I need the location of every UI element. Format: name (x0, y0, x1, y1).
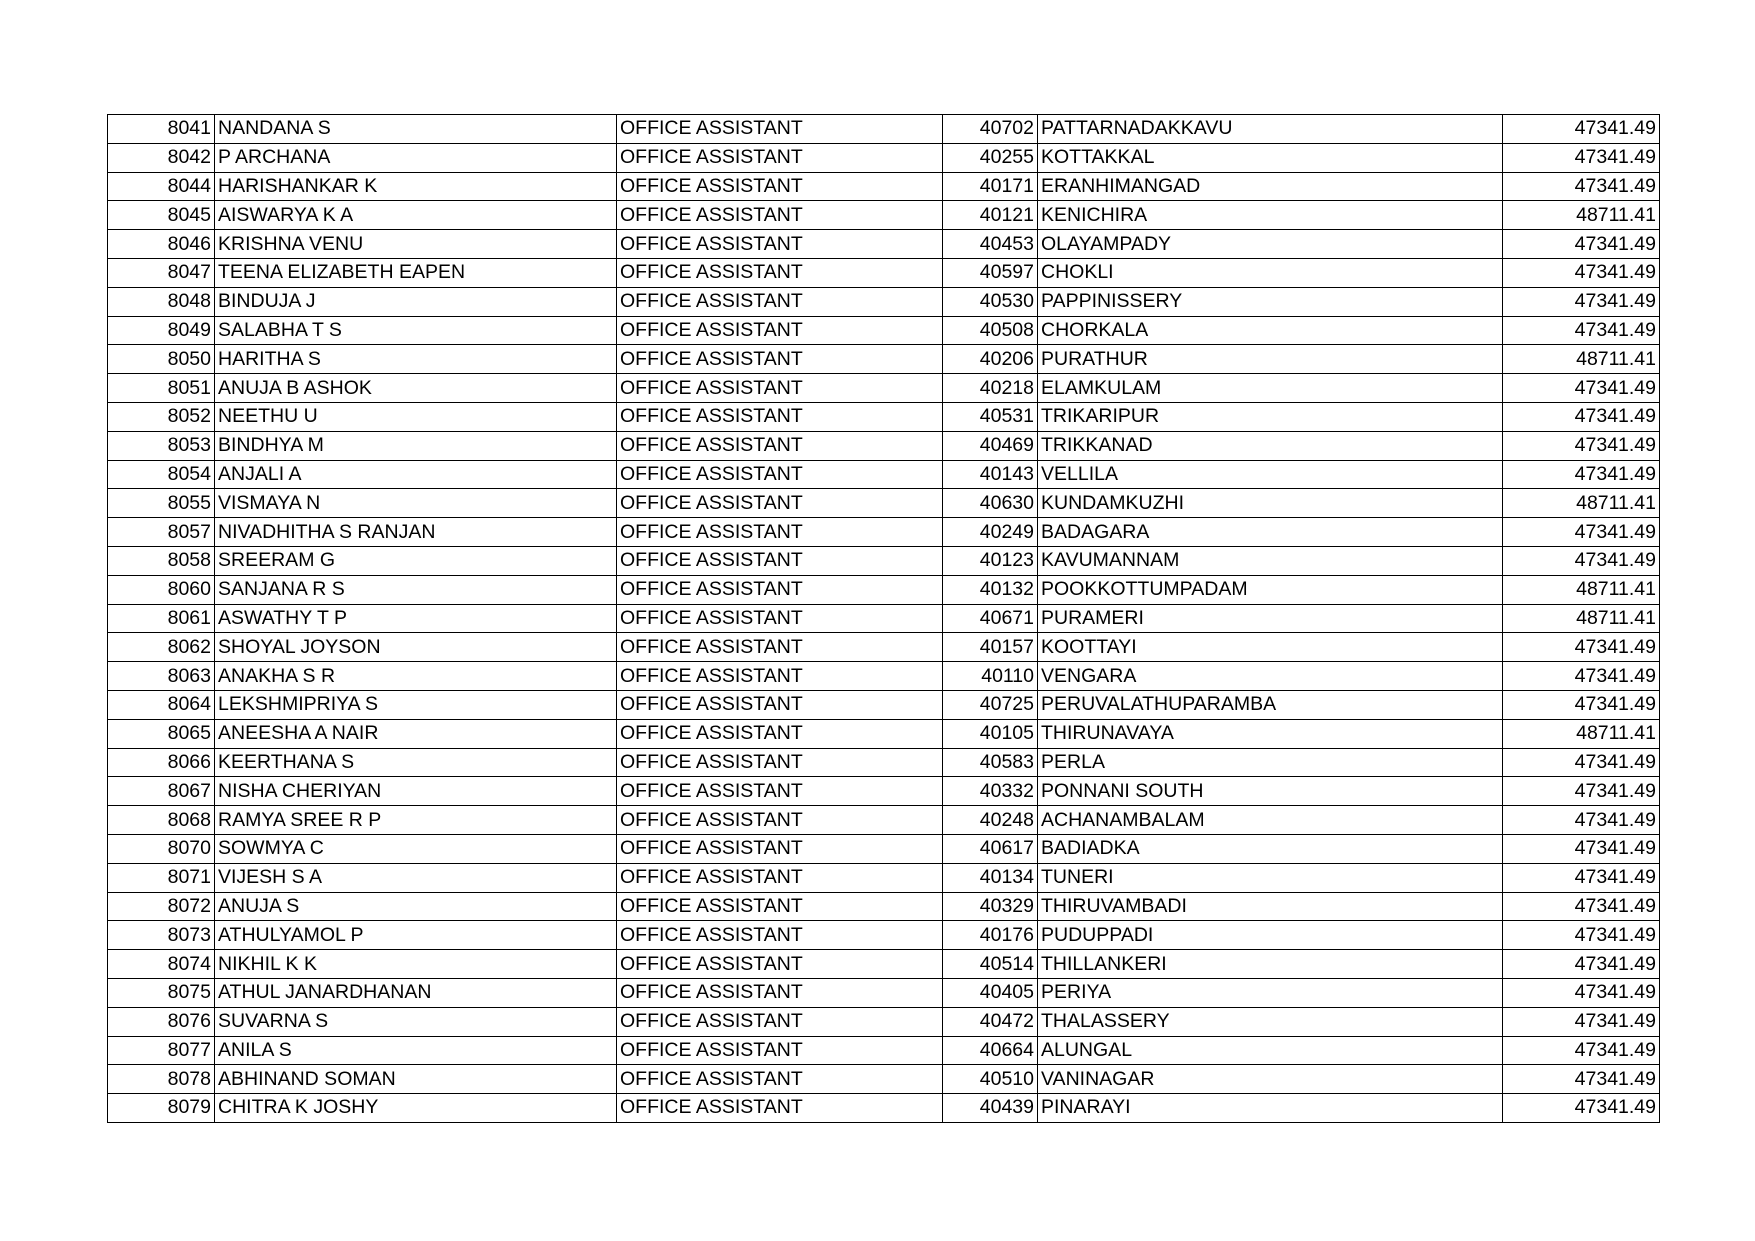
cell-amount: 47341.49 (1503, 633, 1660, 662)
table-row (108, 806, 1660, 835)
cell-code: 40105 (943, 719, 1038, 748)
table-row (108, 172, 1660, 201)
cell-amount: 48711.41 (1503, 604, 1660, 633)
cell-post: OFFICE ASSISTANT (617, 1007, 943, 1036)
cell-name: SREERAM G (215, 546, 617, 575)
cell-id: 8067 (108, 777, 215, 806)
cell-post: OFFICE ASSISTANT (617, 575, 943, 604)
cell-post: OFFICE ASSISTANT (617, 1036, 943, 1065)
table-row (108, 1065, 1660, 1094)
cell-code: 40206 (943, 345, 1038, 374)
cell-amount: 47341.49 (1503, 690, 1660, 719)
table-body (108, 115, 1660, 1123)
cell-amount: 47341.49 (1503, 892, 1660, 921)
cell-amount: 47341.49 (1503, 1065, 1660, 1094)
cell-amount: 47341.49 (1503, 950, 1660, 979)
cell-amount: 47341.49 (1503, 143, 1660, 172)
cell-id: 8077 (108, 1036, 215, 1065)
cell-post: OFFICE ASSISTANT (617, 1065, 943, 1094)
cell-amount: 47341.49 (1503, 115, 1660, 144)
cell-id: 8052 (108, 402, 215, 431)
table-row (108, 777, 1660, 806)
cell-office: PINARAYI (1038, 1094, 1503, 1123)
cell-office: PERUVALATHUPARAMBA (1038, 690, 1503, 719)
table-row (108, 604, 1660, 633)
cell-name: KEERTHANA S (215, 748, 617, 777)
cell-code: 40630 (943, 489, 1038, 518)
table-row (108, 690, 1660, 719)
cell-office: TUNERI (1038, 863, 1503, 892)
cell-id: 8064 (108, 690, 215, 719)
cell-code: 40171 (943, 172, 1038, 201)
cell-id: 8046 (108, 230, 215, 259)
cell-code: 40332 (943, 777, 1038, 806)
cell-id: 8049 (108, 316, 215, 345)
cell-name: CHITRA K JOSHY (215, 1094, 617, 1123)
cell-code: 40514 (943, 950, 1038, 979)
cell-amount: 47341.49 (1503, 777, 1660, 806)
cell-amount: 47341.49 (1503, 402, 1660, 431)
table-row (108, 316, 1660, 345)
cell-office: PURAMERI (1038, 604, 1503, 633)
cell-amount: 47341.49 (1503, 748, 1660, 777)
cell-name: ASWATHY T P (215, 604, 617, 633)
cell-post: OFFICE ASSISTANT (617, 258, 943, 287)
cell-post: OFFICE ASSISTANT (617, 690, 943, 719)
cell-amount: 47341.49 (1503, 374, 1660, 403)
cell-name: SANJANA R S (215, 575, 617, 604)
cell-code: 40725 (943, 690, 1038, 719)
cell-id: 8053 (108, 431, 215, 460)
cell-amount: 47341.49 (1503, 518, 1660, 547)
cell-name: NEETHU U (215, 402, 617, 431)
cell-id: 8061 (108, 604, 215, 633)
cell-amount: 47341.49 (1503, 921, 1660, 950)
cell-id: 8079 (108, 1094, 215, 1123)
cell-office: THIRUNAVAYA (1038, 719, 1503, 748)
cell-name: ANAKHA S R (215, 662, 617, 691)
cell-name: SOWMYA C (215, 834, 617, 863)
cell-name: NIKHIL K K (215, 950, 617, 979)
cell-office: TRIKARIPUR (1038, 402, 1503, 431)
cell-office: ERANHIMANGAD (1038, 172, 1503, 201)
cell-name: SHOYAL JOYSON (215, 633, 617, 662)
cell-code: 40110 (943, 662, 1038, 691)
cell-name: P ARCHANA (215, 143, 617, 172)
cell-id: 8051 (108, 374, 215, 403)
table-row (108, 834, 1660, 863)
cell-post: OFFICE ASSISTANT (617, 489, 943, 518)
cell-name: BINDUJA J (215, 287, 617, 316)
cell-office: KOOTTAYI (1038, 633, 1503, 662)
cell-post: OFFICE ASSISTANT (617, 863, 943, 892)
cell-post: OFFICE ASSISTANT (617, 201, 943, 230)
cell-id: 8057 (108, 518, 215, 547)
cell-amount: 47341.49 (1503, 1007, 1660, 1036)
cell-code: 40664 (943, 1036, 1038, 1065)
cell-post: OFFICE ASSISTANT (617, 834, 943, 863)
cell-post: OFFICE ASSISTANT (617, 546, 943, 575)
cell-id: 8042 (108, 143, 215, 172)
table-row (108, 402, 1660, 431)
cell-office: POOKKOTTUMPADAM (1038, 575, 1503, 604)
cell-id: 8054 (108, 460, 215, 489)
cell-code: 40531 (943, 402, 1038, 431)
cell-amount: 48711.41 (1503, 345, 1660, 374)
table-row (108, 546, 1660, 575)
cell-amount: 47341.49 (1503, 662, 1660, 691)
cell-post: OFFICE ASSISTANT (617, 172, 943, 201)
cell-amount: 47341.49 (1503, 230, 1660, 259)
cell-post: OFFICE ASSISTANT (617, 287, 943, 316)
table-row (108, 921, 1660, 950)
cell-id: 8047 (108, 258, 215, 287)
cell-code: 40123 (943, 546, 1038, 575)
cell-id: 8055 (108, 489, 215, 518)
table-row (108, 575, 1660, 604)
cell-post: OFFICE ASSISTANT (617, 230, 943, 259)
cell-name: ANJALI A (215, 460, 617, 489)
table-row (108, 287, 1660, 316)
cell-id: 8060 (108, 575, 215, 604)
cell-id: 8062 (108, 633, 215, 662)
cell-code: 40329 (943, 892, 1038, 921)
cell-name: BINDHYA M (215, 431, 617, 460)
cell-post: OFFICE ASSISTANT (617, 892, 943, 921)
cell-code: 40472 (943, 1007, 1038, 1036)
table-row (108, 1094, 1660, 1123)
cell-name: ANUJA B ASHOK (215, 374, 617, 403)
cell-name: ANILA S (215, 1036, 617, 1065)
table-row (108, 258, 1660, 287)
table-row (108, 431, 1660, 460)
cell-office: PONNANI SOUTH (1038, 777, 1503, 806)
cell-office: THIRUVAMBADI (1038, 892, 1503, 921)
table-row (108, 460, 1660, 489)
cell-amount: 47341.49 (1503, 978, 1660, 1007)
cell-code: 40132 (943, 575, 1038, 604)
cell-code: 40530 (943, 287, 1038, 316)
cell-name: SUVARNA S (215, 1007, 617, 1036)
cell-amount: 47341.49 (1503, 258, 1660, 287)
cell-code: 40255 (943, 143, 1038, 172)
cell-id: 8073 (108, 921, 215, 950)
cell-amount: 47341.49 (1503, 172, 1660, 201)
cell-name: ATHUL JANARDHANAN (215, 978, 617, 1007)
cell-post: OFFICE ASSISTANT (617, 345, 943, 374)
cell-post: OFFICE ASSISTANT (617, 777, 943, 806)
data-table (107, 114, 1660, 1123)
cell-code: 40597 (943, 258, 1038, 287)
table-row (108, 892, 1660, 921)
cell-post: OFFICE ASSISTANT (617, 115, 943, 144)
cell-post: OFFICE ASSISTANT (617, 950, 943, 979)
cell-amount: 47341.49 (1503, 546, 1660, 575)
cell-amount: 47341.49 (1503, 834, 1660, 863)
table-row (108, 863, 1660, 892)
table-row (108, 633, 1660, 662)
cell-id: 8072 (108, 892, 215, 921)
cell-id: 8065 (108, 719, 215, 748)
cell-code: 40583 (943, 748, 1038, 777)
cell-name: ANUJA S (215, 892, 617, 921)
cell-office: THILLANKERI (1038, 950, 1503, 979)
table-row (108, 115, 1660, 144)
cell-name: VIJESH S A (215, 863, 617, 892)
cell-amount: 47341.49 (1503, 316, 1660, 345)
table-row (108, 489, 1660, 518)
cell-office: ACHANAMBALAM (1038, 806, 1503, 835)
cell-office: PERIYA (1038, 978, 1503, 1007)
table-row (108, 748, 1660, 777)
cell-name: ATHULYAMOL P (215, 921, 617, 950)
cell-name: LEKSHMIPRIYA S (215, 690, 617, 719)
table-row (108, 230, 1660, 259)
cell-office: VANINAGAR (1038, 1065, 1503, 1094)
table-row (108, 374, 1660, 403)
table-row (108, 1036, 1660, 1065)
cell-post: OFFICE ASSISTANT (617, 374, 943, 403)
cell-amount: 47341.49 (1503, 431, 1660, 460)
cell-office: PURATHUR (1038, 345, 1503, 374)
cell-id: 8063 (108, 662, 215, 691)
cell-id: 8050 (108, 345, 215, 374)
cell-id: 8045 (108, 201, 215, 230)
cell-code: 40176 (943, 921, 1038, 950)
cell-code: 40453 (943, 230, 1038, 259)
cell-name: NISHA CHERIYAN (215, 777, 617, 806)
cell-amount: 48711.41 (1503, 575, 1660, 604)
cell-name: NIVADHITHA S RANJAN (215, 518, 617, 547)
table-row (108, 143, 1660, 172)
table-row (108, 719, 1660, 748)
cell-amount: 47341.49 (1503, 287, 1660, 316)
cell-post: OFFICE ASSISTANT (617, 662, 943, 691)
cell-name: KRISHNA VENU (215, 230, 617, 259)
cell-post: OFFICE ASSISTANT (617, 978, 943, 1007)
cell-id: 8041 (108, 115, 215, 144)
cell-code: 40702 (943, 115, 1038, 144)
table-row (108, 950, 1660, 979)
cell-office: PUDUPPADI (1038, 921, 1503, 950)
cell-code: 40508 (943, 316, 1038, 345)
cell-id: 8076 (108, 1007, 215, 1036)
cell-office: ALUNGAL (1038, 1036, 1503, 1065)
cell-office: PERLA (1038, 748, 1503, 777)
cell-amount: 47341.49 (1503, 1094, 1660, 1123)
cell-name: RAMYA SREE R P (215, 806, 617, 835)
cell-post: OFFICE ASSISTANT (617, 460, 943, 489)
cell-office: KUNDAMKUZHI (1038, 489, 1503, 518)
table-row (108, 978, 1660, 1007)
cell-id: 8066 (108, 748, 215, 777)
cell-amount: 48711.41 (1503, 719, 1660, 748)
cell-post: OFFICE ASSISTANT (617, 518, 943, 547)
cell-office: THALASSERY (1038, 1007, 1503, 1036)
cell-code: 40143 (943, 460, 1038, 489)
cell-amount: 48711.41 (1503, 489, 1660, 518)
cell-office: KOTTAKKAL (1038, 143, 1503, 172)
cell-name: SALABHA T S (215, 316, 617, 345)
cell-post: OFFICE ASSISTANT (617, 316, 943, 345)
cell-id: 8058 (108, 546, 215, 575)
cell-name: VISMAYA N (215, 489, 617, 518)
cell-code: 40157 (943, 633, 1038, 662)
cell-id: 8068 (108, 806, 215, 835)
table-row (108, 518, 1660, 547)
cell-code: 40249 (943, 518, 1038, 547)
cell-id: 8070 (108, 834, 215, 863)
cell-amount: 47341.49 (1503, 806, 1660, 835)
table-row (108, 662, 1660, 691)
table-row (108, 1007, 1660, 1036)
cell-id: 8044 (108, 172, 215, 201)
cell-post: OFFICE ASSISTANT (617, 748, 943, 777)
cell-code: 40671 (943, 604, 1038, 633)
cell-id: 8075 (108, 978, 215, 1007)
cell-id: 8048 (108, 287, 215, 316)
cell-code: 40218 (943, 374, 1038, 403)
table-row (108, 201, 1660, 230)
cell-code: 40617 (943, 834, 1038, 863)
cell-code: 40248 (943, 806, 1038, 835)
cell-name: AISWARYA K A (215, 201, 617, 230)
cell-code: 40469 (943, 431, 1038, 460)
cell-amount: 47341.49 (1503, 863, 1660, 892)
cell-id: 8071 (108, 863, 215, 892)
cell-name: NANDANA S (215, 115, 617, 144)
cell-office: BADAGARA (1038, 518, 1503, 547)
table-row (108, 345, 1660, 374)
cell-office: OLAYAMPADY (1038, 230, 1503, 259)
cell-code: 40405 (943, 978, 1038, 1007)
cell-post: OFFICE ASSISTANT (617, 806, 943, 835)
cell-name: HARISHANKAR K (215, 172, 617, 201)
cell-office: PATTARNADAKKAVU (1038, 115, 1503, 144)
cell-office: KAVUMANNAM (1038, 546, 1503, 575)
cell-code: 40510 (943, 1065, 1038, 1094)
cell-name: ANEESHA A NAIR (215, 719, 617, 748)
cell-name: ABHINAND SOMAN (215, 1065, 617, 1094)
cell-code: 40121 (943, 201, 1038, 230)
cell-post: OFFICE ASSISTANT (617, 604, 943, 633)
cell-office: CHOKLI (1038, 258, 1503, 287)
cell-id: 8074 (108, 950, 215, 979)
cell-id: 8078 (108, 1065, 215, 1094)
cell-office: VELLILA (1038, 460, 1503, 489)
cell-post: OFFICE ASSISTANT (617, 402, 943, 431)
cell-post: OFFICE ASSISTANT (617, 143, 943, 172)
cell-amount: 47341.49 (1503, 1036, 1660, 1065)
cell-name: TEENA ELIZABETH EAPEN (215, 258, 617, 287)
cell-office: CHORKALA (1038, 316, 1503, 345)
cell-office: TRIKKANAD (1038, 431, 1503, 460)
cell-office: VENGARA (1038, 662, 1503, 691)
cell-post: OFFICE ASSISTANT (617, 1094, 943, 1123)
cell-code: 40439 (943, 1094, 1038, 1123)
cell-post: OFFICE ASSISTANT (617, 431, 943, 460)
cell-office: BADIADKA (1038, 834, 1503, 863)
cell-office: PAPPINISSERY (1038, 287, 1503, 316)
cell-post: OFFICE ASSISTANT (617, 719, 943, 748)
cell-name: HARITHA S (215, 345, 617, 374)
cell-amount: 47341.49 (1503, 460, 1660, 489)
cell-amount: 48711.41 (1503, 201, 1660, 230)
cell-office: KENICHIRA (1038, 201, 1503, 230)
cell-office: ELAMKULAM (1038, 374, 1503, 403)
cell-post: OFFICE ASSISTANT (617, 921, 943, 950)
cell-code: 40134 (943, 863, 1038, 892)
cell-post: OFFICE ASSISTANT (617, 633, 943, 662)
